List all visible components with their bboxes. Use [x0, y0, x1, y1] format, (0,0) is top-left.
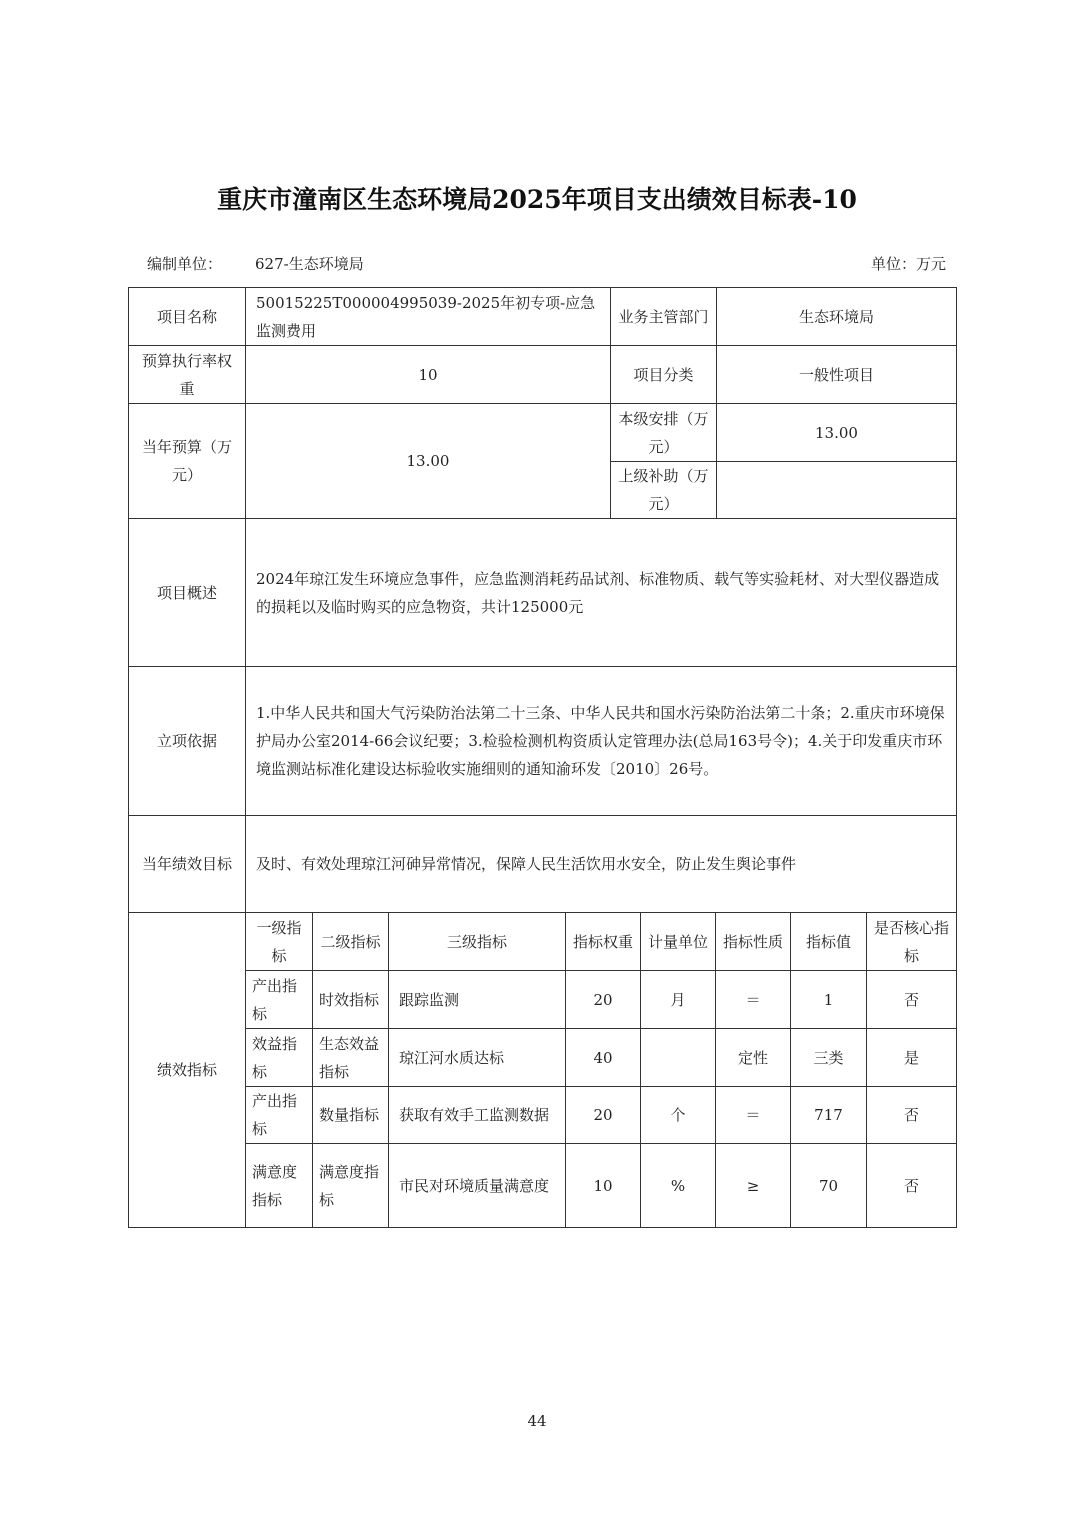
table-cell: ＝ — [716, 971, 791, 1029]
table-cell: 717 — [791, 1087, 867, 1144]
dept-label: 业务主管部门 — [611, 288, 717, 346]
table-cell: 70 — [791, 1144, 867, 1228]
category: 一般性项目 — [717, 346, 957, 404]
table-row — [129, 971, 957, 1029]
budget: 13.00 — [246, 404, 611, 519]
table-cell: 产出指标 — [246, 1087, 313, 1144]
table-cell: 是 — [867, 1029, 957, 1087]
table-cell: % — [641, 1144, 716, 1228]
indicator-table — [128, 912, 957, 1228]
column-header: 二级指标 — [313, 913, 389, 971]
table-cell: 40 — [566, 1029, 641, 1087]
category-label: 项目分类 — [611, 346, 717, 404]
weight-label: 预算执行率权重 — [129, 346, 246, 404]
table-cell: 1 — [791, 971, 867, 1029]
page-number: 44 — [527, 1412, 547, 1430]
table-cell: 否 — [867, 1144, 957, 1228]
column-header: 三级指标 — [389, 913, 566, 971]
unit-value: 627-生态环境局 — [255, 255, 364, 273]
table-cell — [641, 1029, 716, 1087]
table-cell: 否 — [867, 971, 957, 1029]
table-cell: 个 — [641, 1087, 716, 1144]
table-cell: 月 — [641, 971, 716, 1029]
info-table — [128, 287, 957, 913]
table-cell: 20 — [566, 1087, 641, 1144]
table-cell: 满意度指标 — [313, 1144, 389, 1228]
table-cell: 三类 — [791, 1029, 867, 1087]
column-header: 是否核心指标 — [867, 913, 957, 971]
overview-label: 项目概述 — [129, 519, 246, 667]
budget-label: 当年预算（万元） — [129, 404, 246, 519]
column-header: 指标值 — [791, 913, 867, 971]
project-name: 50015225T000004995039-2025年初专项-应急监测费用 — [246, 288, 611, 346]
basis-label: 立项依据 — [129, 667, 246, 816]
project-name-label: 项目名称 — [129, 288, 246, 346]
table-cell: 琼江河水质达标 — [389, 1029, 566, 1087]
table-row — [129, 1087, 957, 1144]
column-header: 指标权重 — [566, 913, 641, 971]
indicators-label: 绩效指标 — [129, 913, 246, 1228]
column-header: 一级指标 — [246, 913, 313, 971]
table-cell: 市民对环境质量满意度 — [389, 1144, 566, 1228]
table-cell: 20 — [566, 971, 641, 1029]
overview: 2024年琼江发生环境应急事件，应急监测消耗药品试剂、标准物质、载气等实验耗材、对大型仪器造成的损耗以及临时购买的应急物资，共计125000元 — [246, 519, 957, 667]
table-cell: 跟踪监测 — [389, 971, 566, 1029]
local-label: 本级安排（万元） — [611, 404, 717, 462]
upper-label: 上级补助（万元） — [611, 462, 717, 519]
table-row — [129, 1144, 957, 1228]
table-cell: 定性 — [716, 1029, 791, 1087]
table-row — [129, 1029, 957, 1087]
table-cell: 生态效益指标 — [313, 1029, 389, 1087]
table-cell: ＝ — [716, 1087, 791, 1144]
upper — [717, 462, 957, 519]
basis: 1.中华人民共和国大气污染防治法第二十三条、中华人民共和国水污染防治法第二十条；2.重庆市环境保护局办公室2014-66会议纪要；3.检验检测机构资质认定管理办法(总局163号令)；4.关于印发重庆市环境监测站标准化建设达标验收实施细则的通知渝环发〔2010〕26号。 — [246, 667, 957, 816]
table-cell: 满意度指标 — [246, 1144, 313, 1228]
page-title: 重庆市潼南区生态环境局2025年项目支出绩效目标表-10 — [217, 185, 857, 214]
table-cell: 数量指标 — [313, 1087, 389, 1144]
table-cell: 获取有效手工监测数据 — [389, 1087, 566, 1144]
goal-label: 当年绩效目标 — [129, 816, 246, 913]
unit-label: 编制单位： — [147, 255, 223, 273]
table-cell: 10 — [566, 1144, 641, 1228]
table-cell: 效益指标 — [246, 1029, 313, 1087]
local: 13.00 — [717, 404, 957, 462]
currency-note: 单位：万元 — [870, 255, 946, 273]
goal: 及时、有效处理琼江河砷异常情况，保障人民生活饮用水安全，防止发生舆论事件 — [246, 816, 957, 913]
dept: 生态环境局 — [717, 288, 957, 346]
weight: 10 — [246, 346, 611, 404]
table-cell: 时效指标 — [313, 971, 389, 1029]
table-cell: 产出指标 — [246, 971, 313, 1029]
table-cell: 否 — [867, 1087, 957, 1144]
table-cell: ≥ — [716, 1144, 791, 1228]
column-header: 指标性质 — [716, 913, 791, 971]
column-header: 计量单位 — [641, 913, 716, 971]
indicator-header-row — [129, 913, 957, 971]
